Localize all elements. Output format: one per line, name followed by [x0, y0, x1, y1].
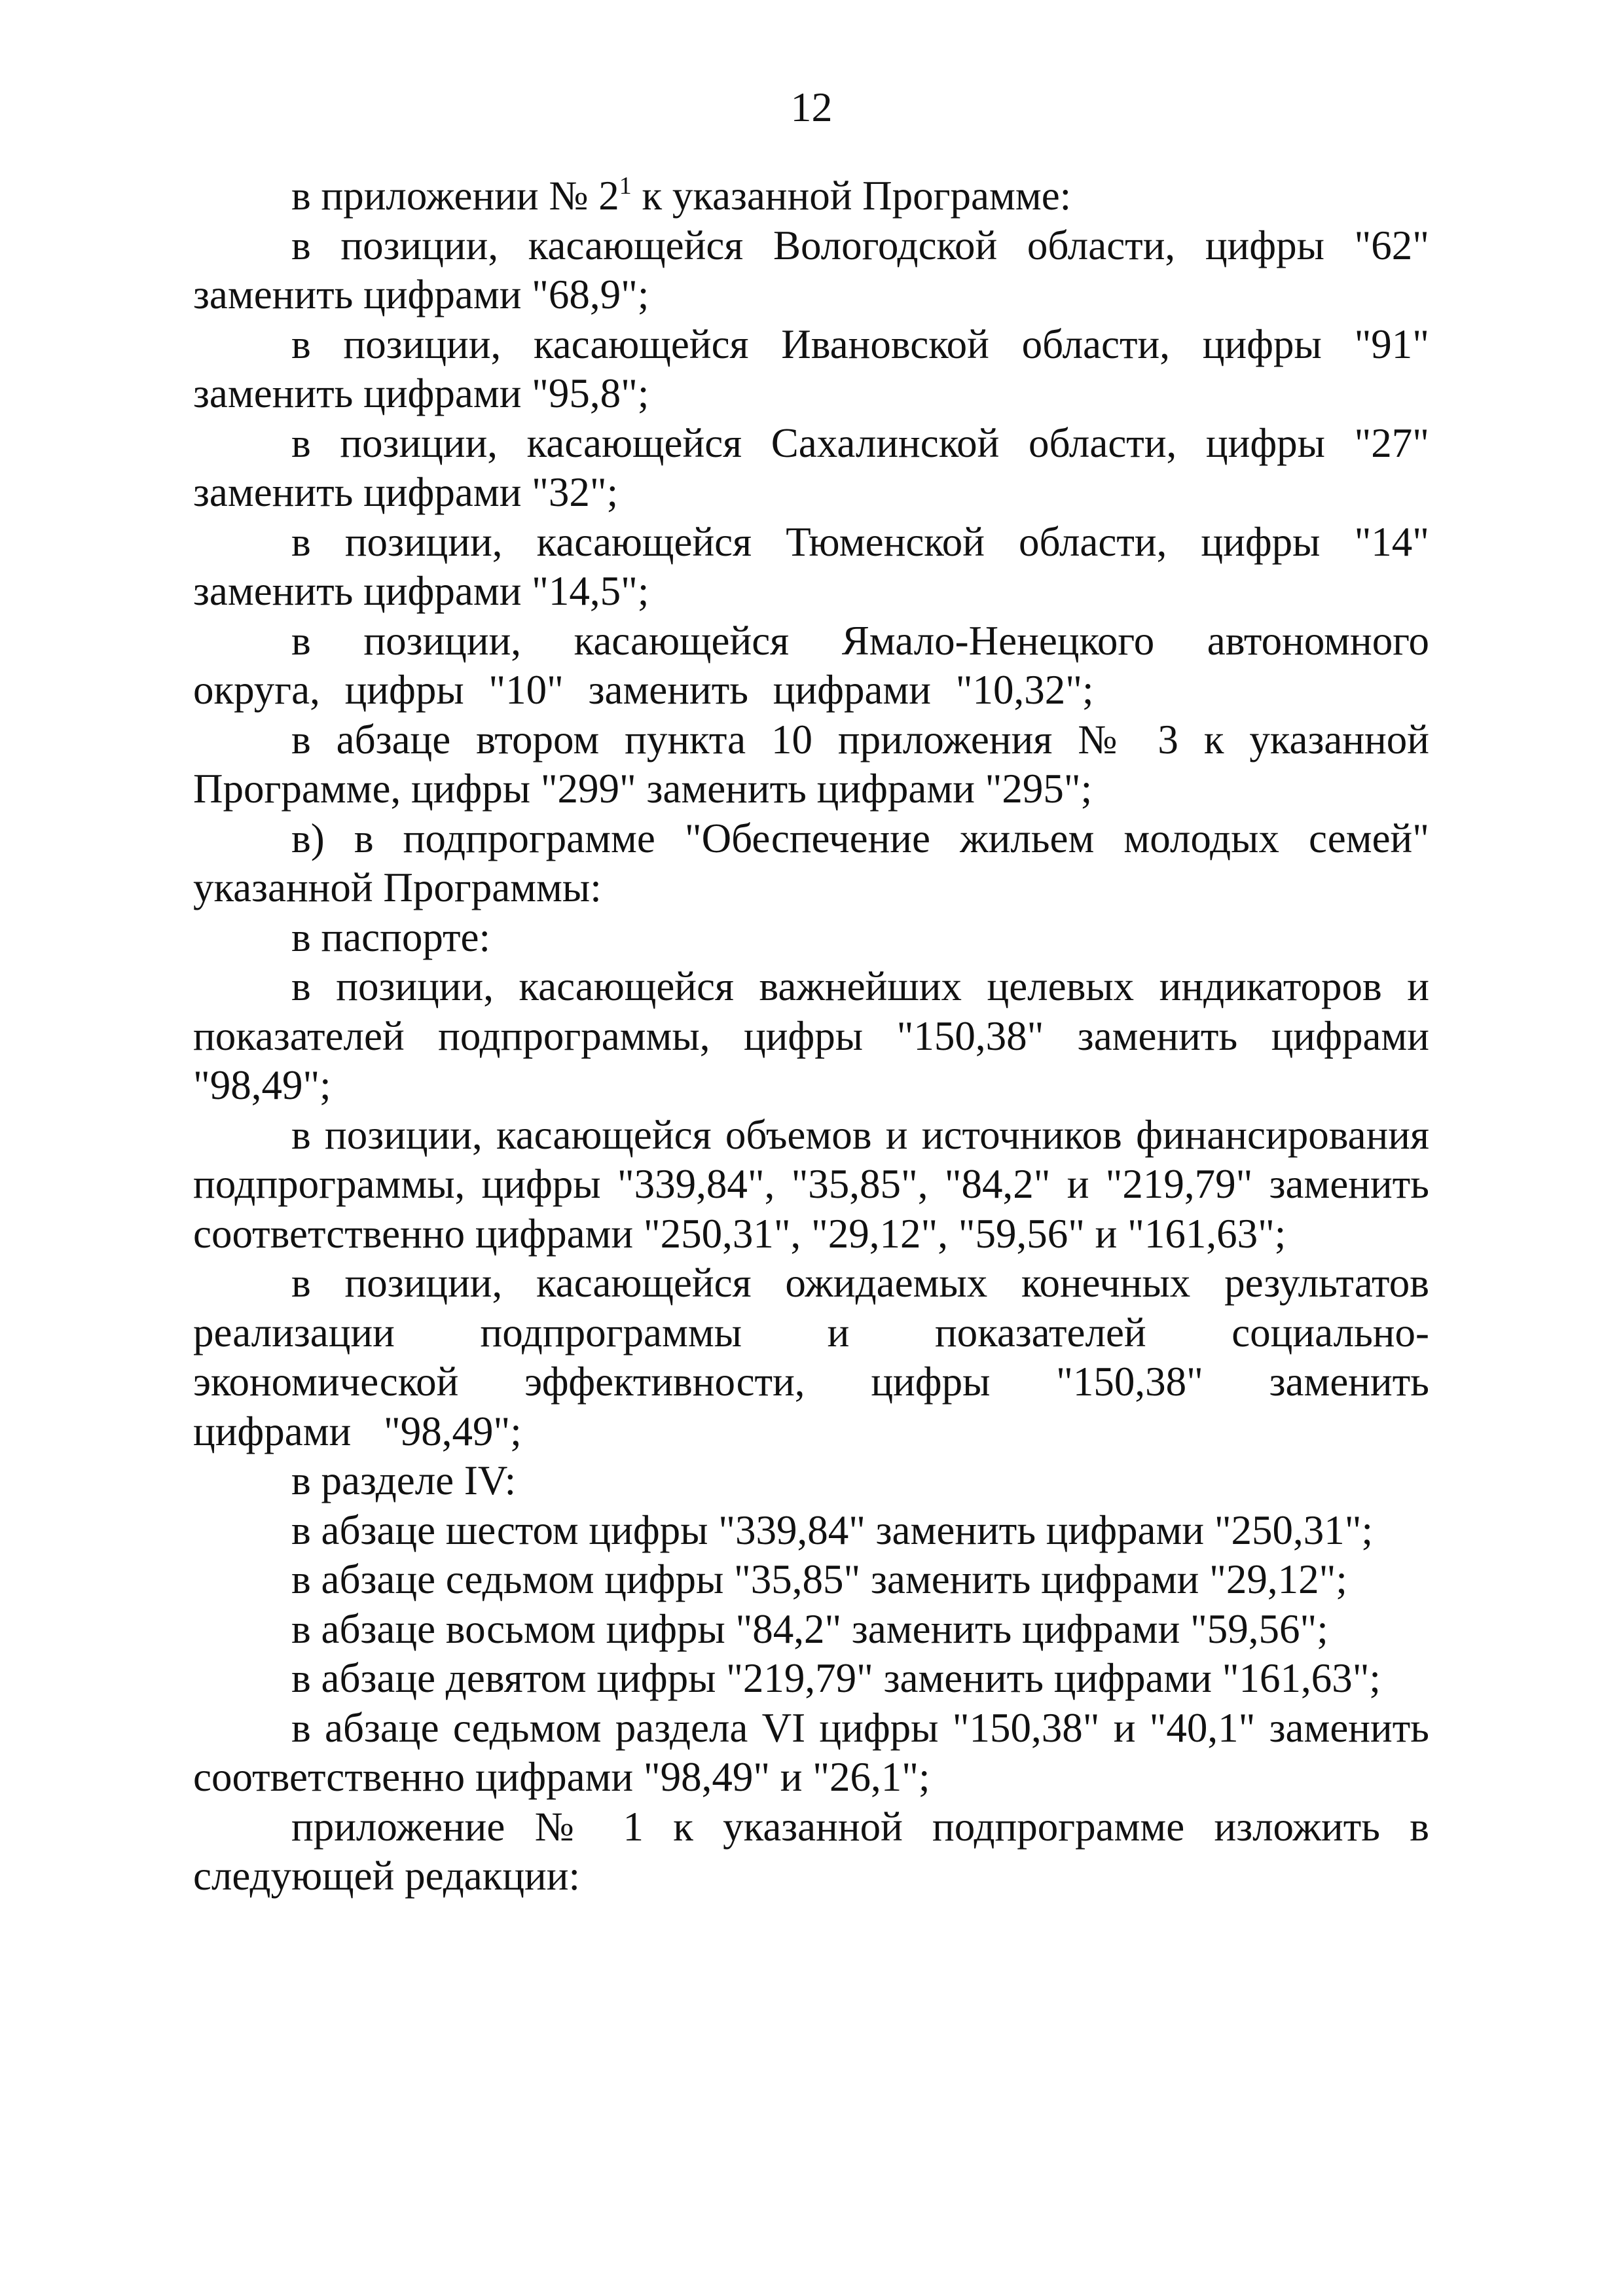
- paragraph-section-iv: в разделе IV:: [291, 1458, 517, 1503]
- paragraph-passport: в паспорте:: [291, 914, 491, 960]
- paragraph-tyumen: в позиции, касающейся Тюменской области, цифры "14" заменить цифрами "14,5";: [193, 518, 1429, 614]
- paragraph-subprogram-heading: в) в подпрограмме "Обеспечение жильем молодых семей" указанной Программы:: [193, 815, 1429, 910]
- paragraph-section-vi: в абзаце седьмом раздела VI цифры "150,38" и "40,1" заменить соответственно цифрами "98,49" и "26,1";: [193, 1704, 1429, 1800]
- paragraph-expected-results: в позиции, касающейся ожидаемых конечных результатов реализации подпрограммы и показателей социально-экономической эффективности, цифры "150,38" заменить цифрами "98,49";: [193, 1260, 1429, 1454]
- paragraph-sakhalin: в позиции, касающейся Сахалинской области, цифры "27" заменить цифрами "32";: [193, 420, 1429, 515]
- paragraph-appendix-1: приложение № 1 к указанной подпрограмме изложить в следующей редакции:: [193, 1803, 1429, 1899]
- paragraph-indicators: в позиции, касающейся важнейших целевых индикаторов и показателей подпрограммы, цифры "150,38" заменить цифрами "98,49";: [193, 963, 1429, 1108]
- paragraph-ivanovo: в позиции, касающейся Ивановской области, цифры "91" заменить цифрами "95,8";: [193, 321, 1429, 416]
- intro-text-after: к указанной Программе:: [631, 173, 1072, 219]
- intro-superscript: 1: [619, 172, 632, 200]
- paragraph-intro: [193, 171, 1429, 221]
- paragraph-appendix-3: в абзаце втором пункта 10 приложения № 3 к указанной Программе, цифры "299" заменить цифрами "295";: [193, 716, 1429, 812]
- intro-text: в приложении № 2: [291, 173, 619, 219]
- paragraph-sixth-abzats: в абзаце шестом цифры "339,84" заменить цифрами "250,31";: [291, 1507, 1374, 1553]
- paragraph-eighth-abzats: в абзаце восьмом цифры "84,2" заменить цифрами "59,56";: [291, 1605, 1328, 1652]
- document-body: [193, 171, 1429, 1901]
- paragraph-yamalo-nenets: в позиции, касающейся Ямало-Ненецкого автономного округа, цифры "10" заменить цифрами "10,32";: [193, 617, 1429, 713]
- page-number: 12: [790, 84, 833, 130]
- paragraph-ninth-abzats: в абзаце девятом цифры "219,79" заменить цифрами "161,63";: [291, 1655, 1381, 1701]
- paragraph-seventh-abzats: в абзаце седьмом цифры "35,85" заменить цифрами "29,12";: [291, 1556, 1347, 1602]
- paragraph-financing: в позиции, касающейся объемов и источников финансирования подпрограммы, цифры "339,84", "35,85", "84,2" и "219,79" заменить соответственно цифрами "250,31", "29,12", "59,56" и "161,63";: [193, 1111, 1429, 1257]
- paragraph-vologda: в позиции, касающейся Вологодской области, цифры "62" заменить цифрами "68,9";: [193, 222, 1429, 317]
